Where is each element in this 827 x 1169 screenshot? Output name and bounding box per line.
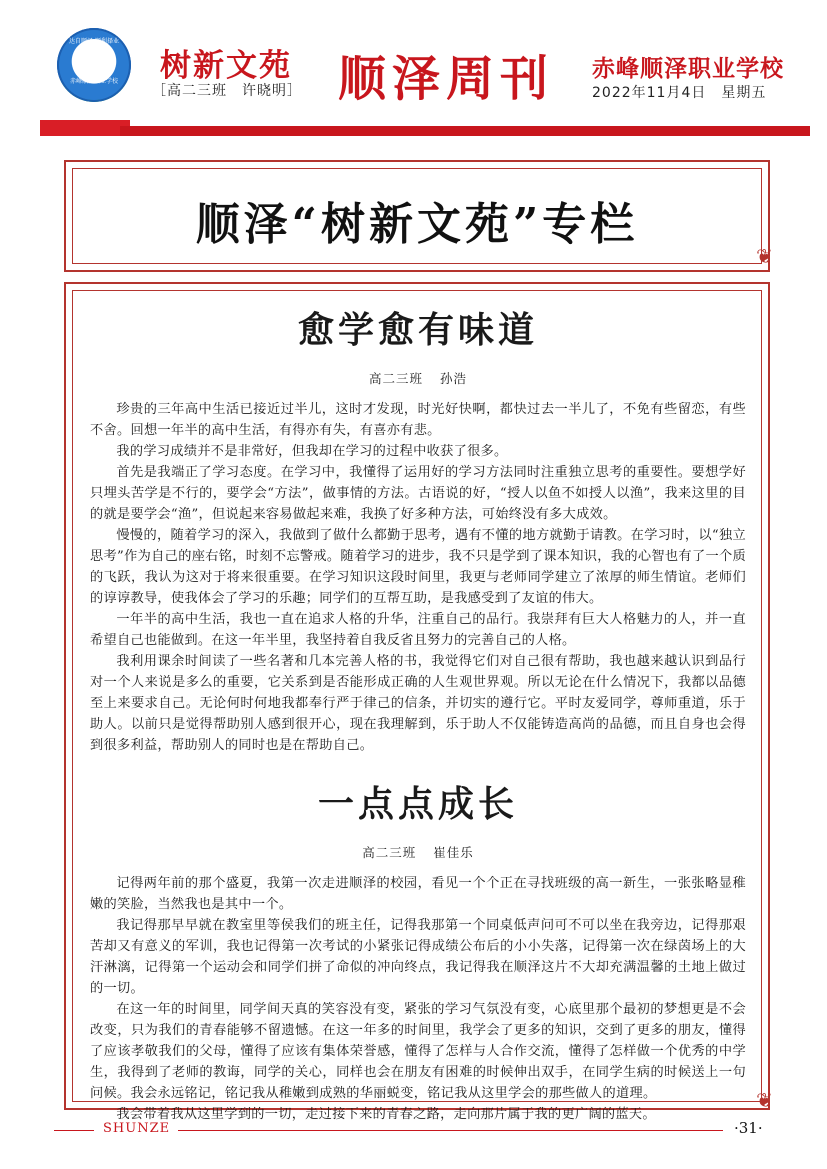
corner-flourish-icon: ❦ (756, 1088, 773, 1112)
author-class: 高二三班 (368, 371, 423, 386)
article-paragraph: 首先是我端正了学习态度。在学习中，我懂得了运用好的学习方法同时注重独立思考的重要性。要想学好只埋头苦学是不行的，要学会“方法”，做事情的方法。古语说的好，“授人以鱼不如授人以渔”，我来这里的目的就是要学会“渔”，但说起来容易做起来难，我换了好多种方法，可始终没有多大成效。 (90, 465, 746, 522)
logo-top-text: 达自顺泽 顺利择业 (69, 38, 119, 45)
header-rule (120, 126, 810, 136)
column-brand-title: 树新文苑 (160, 48, 292, 84)
footer-rule-left (54, 1130, 94, 1131)
article-byline (90, 843, 746, 861)
article-paragraph: 一年半的高中生活，我也一直在追求人格的升华，注重自己的品行。我崇拜有巨大人格魅力的人，并一直希望自己也能做到。在这一年半里，我坚持着自我反省且努力的完善自己的人格。 (90, 612, 746, 648)
article-byline (90, 369, 746, 387)
article-paragraph: 我会带着我从这里学到的一切，走过接下来的青春之路，走向那片属于我的更广阔的蓝天。 (116, 1107, 656, 1122)
author-name: 孙浩 (439, 371, 467, 386)
column-title: 顺泽“树新文苑”专栏 (195, 199, 639, 250)
footer-label: SHUNZE (103, 1121, 171, 1136)
article-paragraph: 我记得那早早就在教室里等侯我们的班主任，记得我那第一个同桌低声问可不可以坐在我旁边，记得那艰苦却又有意义的军训，我也记得第一次考试的小紧张记得成绩公布后的小小失落，记得第一次在绿茵场上的大汗淋漓，记得第一个运动会和同学们拼了命似的冲向终点，我记得我在顺泽这片不大却充满温馨的土地上做过的一切。 (90, 918, 746, 996)
author-class: 高二三班 (362, 845, 417, 860)
article-paragraph: 在这一年的时间里，同学间天真的笑容没有变，紧张的学习气氛没有变，心底里那个最初的梦想更是不会改变，只为我们的青春能够不留遗憾。在这一年多的时间里，我学会了更多的知识，交到了更多的朋友，懂得了应该孝敬我们的父母，懂得了应该有集体荣誉感，懂得了怎样与人合作交流，懂得了怎样做一个优秀的中学生，我得到了老师的教诲，同学的关心，同样也会在朋友有困难的时候伸出双手，在同学生病的时候送上一句问候。我会永远铭记，铭记我从稚嫩到成熟的华丽蜕变，铭记我从这里学会的那些做人的道理。 (90, 1002, 746, 1101)
corner-flourish-icon: ❦ (756, 244, 773, 268)
footer-rule (178, 1130, 723, 1131)
column-brand-subtitle: ［高二三班 许晓明］ (152, 83, 302, 99)
article-paragraph: 慢慢的，随着学习的深入，我做到了做什么都勤于思考，遇有不懂的地方就勤于请教。在学习时，以“独立思考”作为自己的座右铭，时刻不忘警戒。随着学习的进步，我不只是学到了课本知识，我的心智也有了一个质的飞跃，我认为这对于将来很重要。在学习知识这段时间里，我更与老师同学建立了浓厚的师生情谊。老师们的谆谆教导，使我体会了学习的乐趣；同学们的互帮互助，是我感受到了友谊的伟大。 (90, 528, 746, 606)
article-paragraph: 我利用课余时间读了一些名著和几本完善人格的书，我觉得它们对自己很有帮助，我也越来越认识到品行对一个人来说是多么的重要，它关系到是否能形成正确的人生观世界观。所以无论在什么情况下，我都以品德至上来要求自己。无论何时何地我都奉行严于律己的信条，并切实的遵行它。平时友爱同学，尊师重道，乐于助人。以前只是觉得帮助别人感到很开心，现在我理解到，乐于助人不仅能铸造高尚的品德，而且自身也会得到很多利益，帮助别人的同时也是在帮助自己。 (90, 654, 746, 753)
article-title: 愈学愈有味道 (297, 309, 538, 351)
issue-date: 2022年11月4日 星期五 (592, 85, 767, 101)
school-name: 赤峰顺泽职业学校 (592, 56, 784, 82)
author-name: 崔佳乐 (433, 845, 474, 860)
article (90, 776, 746, 1125)
article-paragraph: 珍贵的三年高中生活已接近过半儿，这时才发现，时光好快啊，都快过去一半儿了，不免有些留恋，有些不舍。回想一年半的高中生活，有得亦有失，有喜亦有悲。 (90, 402, 746, 438)
publication-title: 顺泽周刊 (338, 51, 555, 107)
article-paragraph: 我的学习成绩并不是非常好，但我却在学习的过程中收获了很多。 (116, 444, 508, 459)
header-rule-accent (40, 120, 130, 136)
school-logo-icon (57, 28, 131, 102)
page-number: ·31· (734, 1119, 763, 1137)
article-paragraph: 记得两年前的那个盛夏，我第一次走进顺泽的校园，看见一个个正在寻找班级的高一新生，一张张略显稚嫩的笑脸，当然我也是其中一个。 (90, 876, 746, 912)
article (90, 302, 746, 756)
article-title: 一点点成长 (317, 783, 518, 825)
logo-bottom-text: 赤峰顺泽职业学校 (69, 78, 118, 85)
